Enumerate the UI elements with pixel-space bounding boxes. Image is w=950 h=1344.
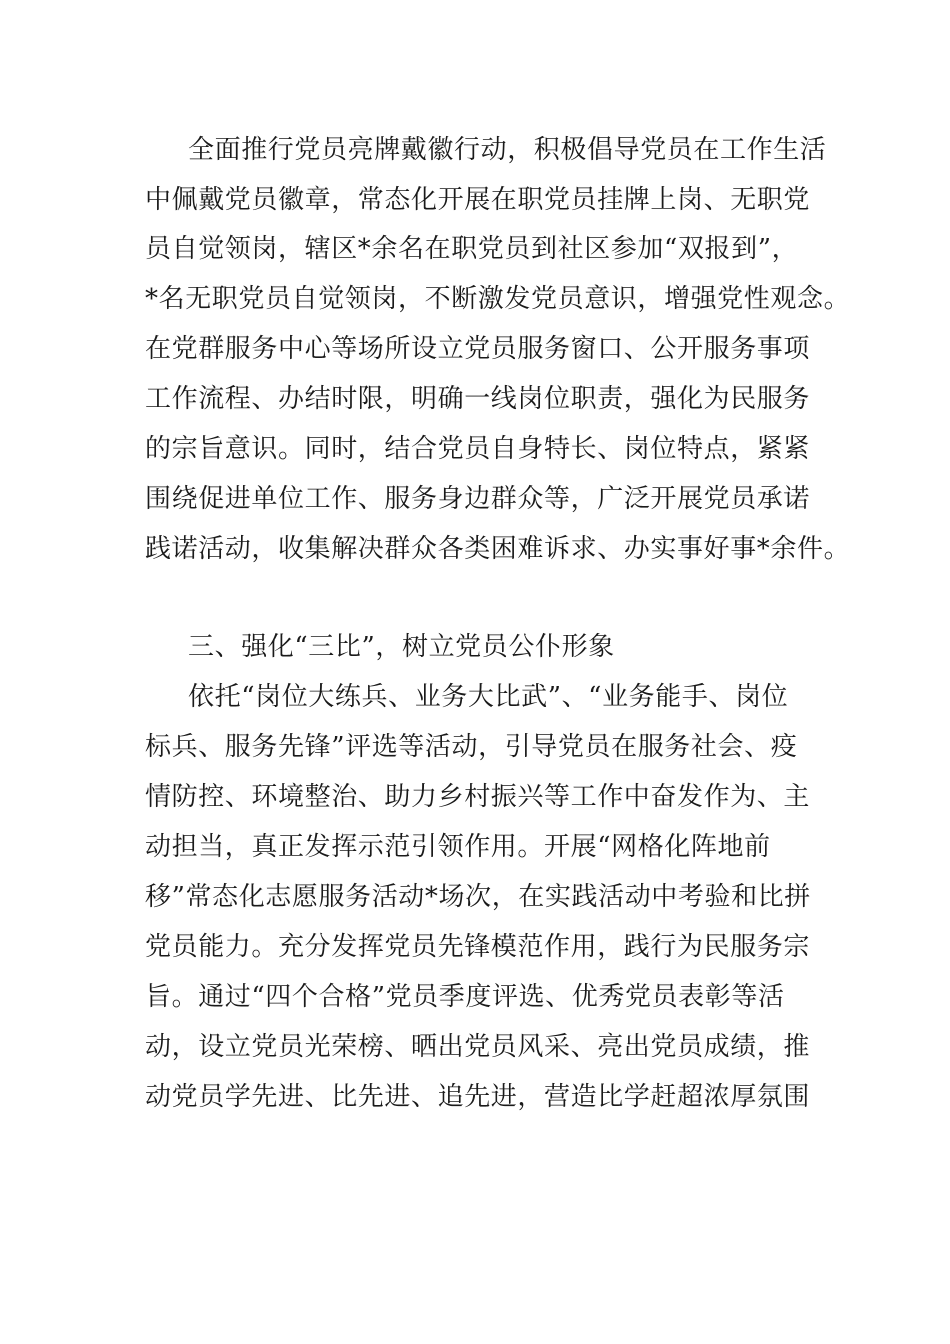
paragraph2-line: 旨。通过“四个合格”党员季度评选、优秀党员表彰等活 [145, 982, 785, 1012]
paragraph1-line: 中佩戴党员徽章，常态化开展在职党员挂牌上岗、无职党 [145, 185, 811, 215]
section-heading: 三、强化“三比”，树立党员公仆形象 [188, 632, 615, 662]
paragraph2-line: 依托“岗位大练兵、业务大比武”、“业务能手、岗位 [188, 682, 789, 712]
paragraph1-line: 员自觉领岗，辖区*余名在职党员到社区参加“双报到”， [145, 234, 799, 264]
paragraph2-line: 动党员学先进、比先进、追先进，营造比学赶超浓厚氛围 [145, 1082, 811, 1112]
paragraph2-line: 动，设立党员光荣榜、晒出党员风采、亮出党员成绩，推 [145, 1032, 811, 1062]
paragraph2-line: 党员能力。充分发挥党员先锋模范作用，践行为民服务宗 [145, 932, 811, 962]
paragraph1-line: *名无职党员自觉领岗，不断激发党员意识，增强党性观念。 [145, 284, 851, 314]
paragraph1-line: 全面推行党员亮牌戴徽行动，积极倡导党员在工作生活 [188, 135, 827, 165]
paragraph2-line: 标兵、服务先锋”评选等活动，引导党员在服务社会、疫 [145, 732, 798, 762]
paragraph1-line: 的宗旨意识。同时，结合党员自身特长、岗位特点，紧紧 [145, 434, 811, 464]
paragraph1-line: 在党群服务中心等场所设立党员服务窗口、公开服务事项 [145, 334, 811, 364]
paragraph1-line: 围绕促进单位工作、服务身边群众等，广泛开展党员承诺 [145, 484, 811, 514]
paragraph2-line: 动担当，真正发挥示范引领作用。开展“网格化阵地前 [145, 832, 771, 862]
paragraph1-line: 践诺活动，收集解决群众各类困难诉求、办实事好事*余件。 [145, 534, 851, 564]
paragraph2-line: 情防控、环境整治、助力乡村振兴等工作中奋发作为、主 [145, 782, 811, 812]
paragraph1-line: 工作流程、办结时限，明确一线岗位职责，强化为民服务 [145, 384, 811, 414]
paragraph2-line: 移”常态化志愿服务活动*场次，在实践活动中考验和比拼 [145, 882, 811, 912]
